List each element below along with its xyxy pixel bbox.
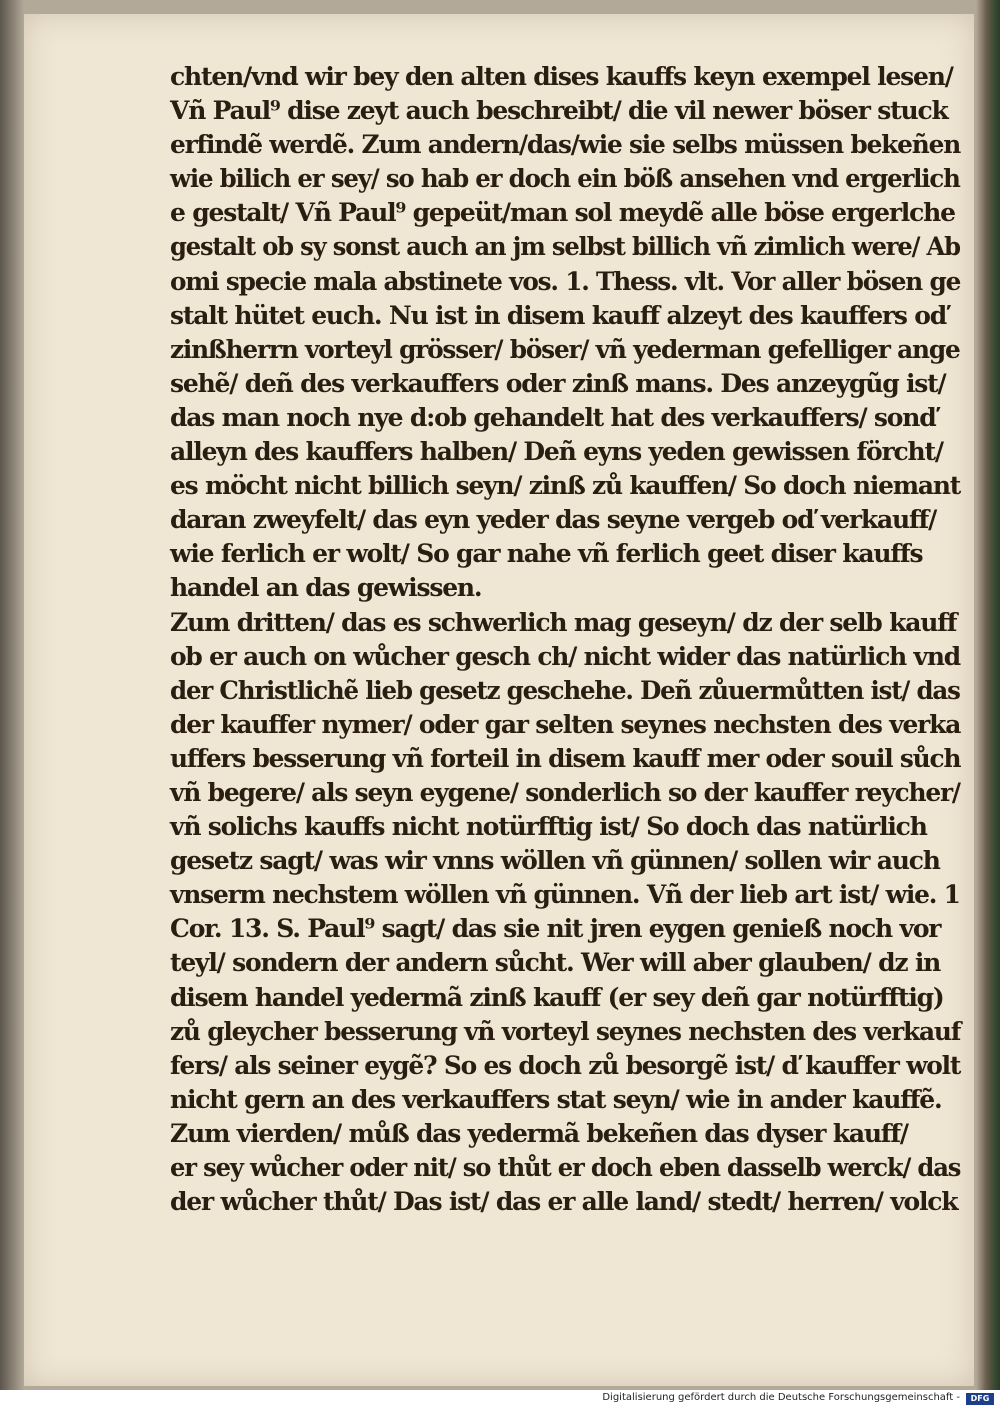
text-line: zinßherrn vorteyl grösser/ böser/ vñ yederman gefelliger ange <box>170 334 960 364</box>
text-line: gesetz sagt/ was wir vnns wöllen vñ günnen/ sollen wir auch <box>170 846 940 876</box>
footer-bar <box>0 1390 1000 1409</box>
text-line: vñ solichs kauffs nicht notürfftig ist/ So doch das natürlich <box>170 812 927 842</box>
text-line: daran zweyfelt/ das eyn yeder das seyne vergeb oď verkauff/ <box>170 505 937 535</box>
text-line: wie bilich er sey/ so hab er doch ein böß ansehen vnd ergerlich <box>170 164 960 194</box>
text-line: Cor. 13. S. Paul⁹ sagt/ das sie nit jren eygen genieß noch vor <box>170 914 941 944</box>
text-line: der kauffer nymer/ oder gar selten seynes nechsten des verka <box>170 709 961 739</box>
footer-credit: Digitalisierung gefördert durch die Deutsche Forschungsgemeinschaft - <box>602 1392 960 1403</box>
text-line: er sey wůcher oder nit/ so thůt er doch eben dasselb werck/ das <box>170 1153 961 1182</box>
text-line: der Christlichẽ lieb gesetz geschehe. Deñ zůuermůtten ist/ das <box>170 675 960 705</box>
text-line: fers/ als seiner eygẽ? So es doch zů besorgẽ ist/ ď kauffer wolt <box>170 1050 961 1080</box>
text-line: vñ begere/ als seyn eygene/ sonderlich so der kauffer reycher/ <box>170 777 960 807</box>
text-line: sehẽ/ deñ des verkauffers oder zinß mans. Des anzeygũg ist/ <box>170 368 946 398</box>
text-line: vnserm nechstem wöllen vñ günnen. Vñ der lieb art ist/ wie. 1 <box>170 880 960 910</box>
text-line: omi specie mala abstinete vos. 1. Thess. vlt. Vor aller bösen ge <box>170 266 961 296</box>
text-line: wie ferlich er wolt/ So gar nahe vñ ferlich geet diser kauffs <box>170 539 923 569</box>
text-line: e gestalt/ Vñ Paul⁹ gepeüt/man sol meydẽ alle böse ergerlche <box>170 198 955 228</box>
text-block <box>170 60 960 1219</box>
text-line: das man noch nye d:ob gehandelt hat des verkauffers/ sonď <box>170 402 936 432</box>
text-line: gestalt ob sy sonst auch an jm selbst billich vñ zimlich were/ Ab <box>170 232 960 262</box>
text-line: nicht gern an des verkauffers stat seyn/ wie in ander kauffẽ. <box>170 1084 942 1114</box>
text-line: Vñ Paul⁹ dise zeyt auch beschreibt/ die vil newer böser stuck <box>170 96 948 126</box>
text-line: zů gleycher besserung vñ vorteyl seynes nechsten des verkauf <box>170 1016 961 1046</box>
text-line: es möcht nicht billich seyn/ zinß zů kauffen/ So doch niemant <box>170 471 961 501</box>
text-line: chten/vnd wir bey den alten dises kauffs keyn exempel lesen/ <box>170 62 953 91</box>
text-line: disem handel yedermã zinß kauff (er sey deñ gar notürfftig) <box>170 982 944 1012</box>
dfg-logo: DFG <box>966 1393 994 1405</box>
text-line: stalt hütet euch. Nu ist in disem kauff alzeyt des kauffers oď <box>170 300 947 330</box>
text-line: Zum vierden/ můß das yedermã bekeñen das dyser kauff/ <box>170 1118 908 1148</box>
text-line: uffers besserung vñ forteil in disem kauff mer oder souil sůch <box>170 743 961 773</box>
text-line: ob er auch on wůcher gesch ch/ nicht wider das natürlich vnd <box>170 641 960 671</box>
text-line: teyl/ sondern der andern sůcht. Wer will aber glauben/ dz in <box>170 948 941 978</box>
text-line: erfindẽ werdẽ. Zum andern/das/wie sie selbs müssen bekeñen <box>170 130 961 160</box>
text-line: alleyn des kauffers halben/ Deñ eyns yeden gewissen förcht/ <box>170 437 943 467</box>
text-line: handel an das gewissen. <box>170 573 482 603</box>
text-line: der wůcher thůt/ Das ist/ das er alle land/ stedt/ herren/ volck <box>170 1187 958 1217</box>
text-line: Zum dritten/ das es schwerlich mag geseyn/ dz der selb kauff <box>170 607 957 637</box>
